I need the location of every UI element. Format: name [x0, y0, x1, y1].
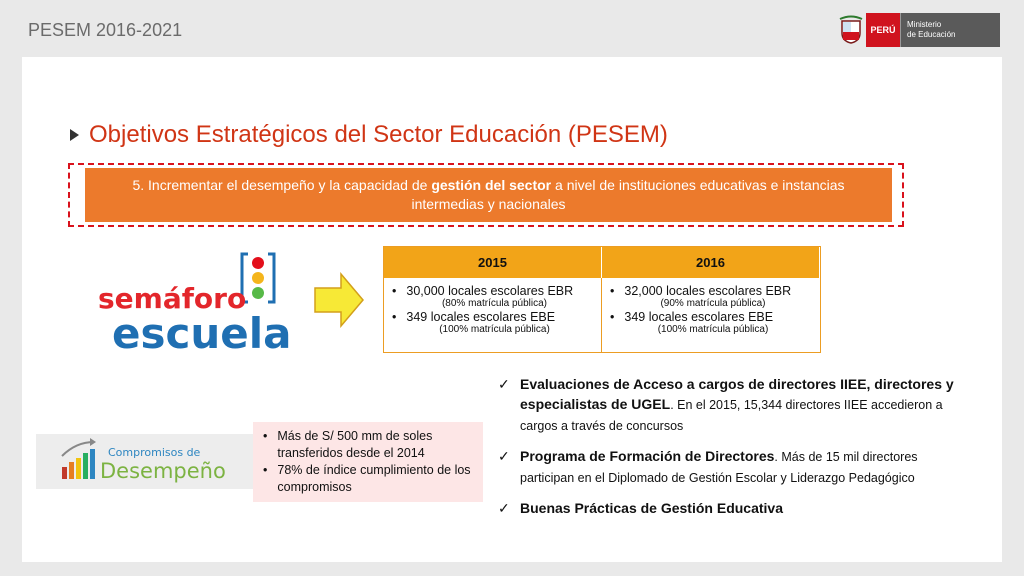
objective-suffix: a nivel de instituciones educativas e instancias intermedias y nacionales: [411, 177, 845, 212]
checkmark-icon: ✓: [498, 376, 510, 392]
list-item-sub: (100% matrícula pública): [657, 324, 769, 335]
ministry-label: [900, 13, 1000, 47]
arrow-right-icon: [313, 272, 365, 328]
page-title: [70, 121, 668, 149]
traffic-light-icon: [242, 254, 274, 302]
bullet-triangle-icon: [70, 129, 79, 141]
table-header-2015: 2015: [384, 247, 602, 278]
bar-chart-icon: [62, 438, 96, 479]
crest-icon: [836, 13, 866, 47]
list-item: • 349 locales escolares EBE: [610, 310, 774, 324]
compromisos-line1: Compromisos de: [108, 446, 201, 459]
compromisos-bullets: [253, 422, 483, 502]
compromisos-desempeno-logo: [36, 434, 254, 489]
checkmark-icon: ✓: [498, 448, 510, 464]
achievements-checklist: [498, 374, 968, 529]
escuela-word: escuela: [112, 309, 292, 358]
list-item-sub: (90% matrícula pública): [660, 298, 766, 309]
objective-box: [85, 168, 892, 222]
locales-table: [383, 246, 821, 353]
objective-bold: gestión del sector: [431, 177, 552, 193]
semaforo-word: semáforo: [98, 282, 247, 315]
list-item: • 78% de índice cumplimiento de los compromisos: [263, 463, 471, 494]
peru-label: PERÚ: [866, 13, 900, 47]
ministry-line2: de Educación: [907, 30, 956, 39]
list-item: ✓ Evaluaciones de Acceso a cargos de directores IIEE, directores y especialistas de UGEL. En el 2015, 15,344 directores IIEE accedieron a cargos a través de concursos: [498, 374, 968, 436]
list-item: • Más de S/ 500 mm de soles transferidos desde el 2014: [263, 429, 433, 460]
list-item: • 32,000 locales escolares EBR: [610, 284, 792, 298]
list-item: • 349 locales escolares EBE: [392, 310, 556, 324]
list-item-sub: (80% matrícula pública): [441, 298, 548, 309]
semaforo-escuela-logo: [98, 248, 308, 358]
table-header-2016: 2016: [602, 247, 820, 278]
list-item: ✓ Programa de Formación de Directores. Más de 15 mil directores participan en el Diplomado de Gestión Escolar y Liderazgo Pedagógico: [498, 446, 968, 488]
list-item-sub: (100% matrícula pública): [439, 324, 550, 335]
page-title-text: Objetivos Estratégicos del Sector Educación (PESEM): [89, 121, 668, 148]
list-item: • 30,000 locales escolares EBR: [392, 284, 574, 298]
ministry-logo: [836, 13, 1000, 47]
list-item: ✓ Buenas Prácticas de Gestión Educativa: [498, 498, 968, 519]
checkmark-icon: ✓: [498, 500, 510, 516]
compromisos-line2: Desempeño: [100, 459, 226, 483]
table-cell-2016: [602, 278, 820, 352]
ministry-line1: Ministerio: [907, 20, 942, 29]
objective-prefix: 5. Incrementar el desempeño y la capacidad de: [132, 177, 432, 193]
table-cell-2015: [384, 278, 602, 352]
header-label: PESEM 2016-2021: [28, 20, 183, 40]
